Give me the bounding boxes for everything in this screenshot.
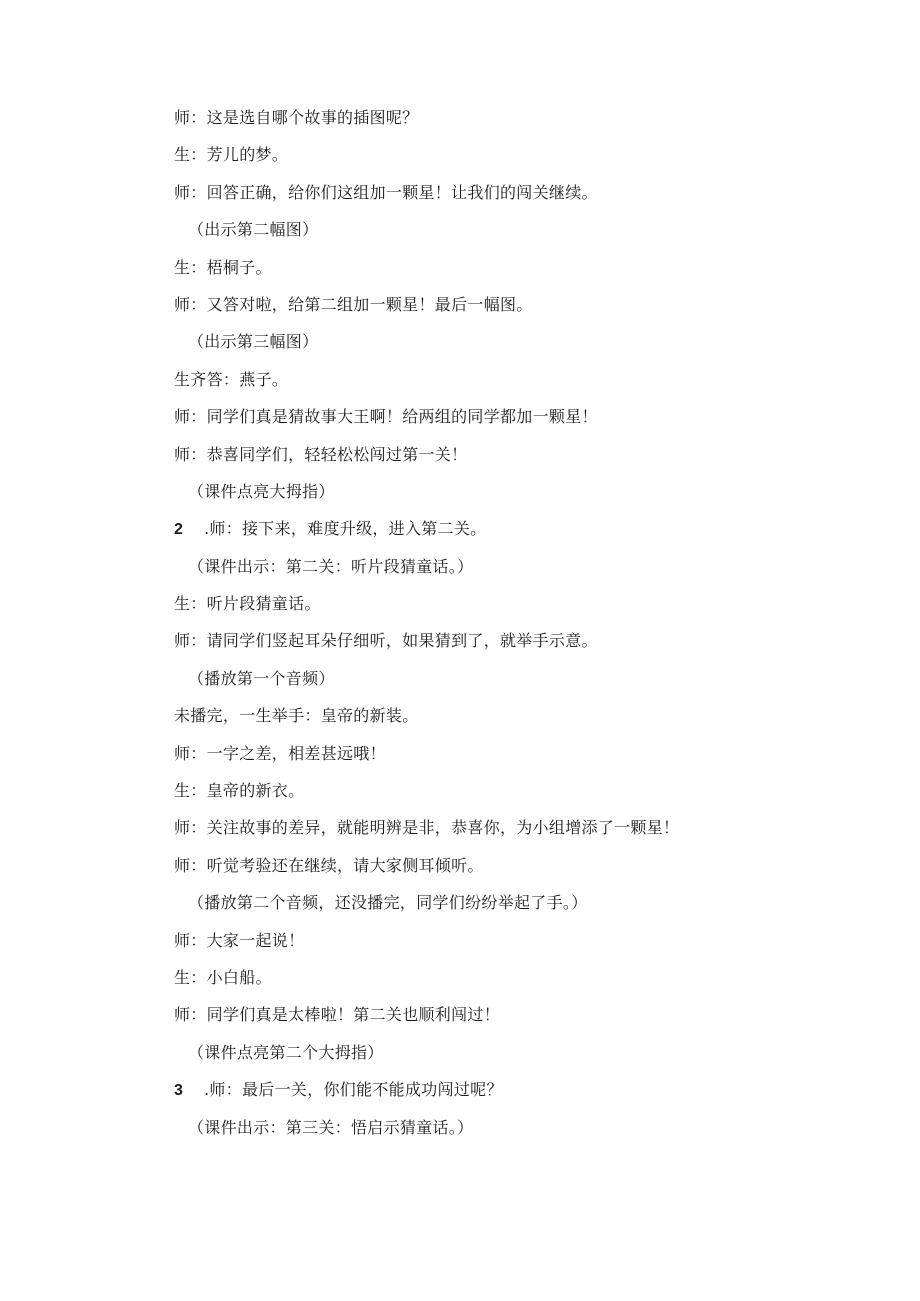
line-text: 师：同学们真是太棒啦！第二关也顺利闯过！ [174,1005,501,1025]
stage-direction-line [174,1039,874,1076]
line-text: 师：听觉考验还在继续，请大家侧耳倾听。 [174,855,484,875]
stage-direction-line [174,665,874,702]
line-text: （课件点亮大拇指） [188,481,335,501]
line-text: （出示第二幅图） [188,220,319,240]
line-text: 师：这是选自哪个故事的插图呢？ [174,108,419,127]
line-text: .师：最后一关，你们能不能成功闯过呢？ [204,1080,503,1100]
line-text: （播放第二个音频，还没播完，同学们纷纷举起了手。） [188,893,588,913]
dialogue-line [174,964,874,1001]
dialogue-line [174,104,874,141]
line-text: 生：芳儿的梦。 [174,145,289,165]
dialogue-line [174,627,874,664]
line-text: .师：接下来，难度升级，进入第二关。 [204,519,487,539]
stage-direction-line [174,478,874,515]
dialogue-line [174,927,874,964]
dialogue-line [174,590,874,627]
line-text: （课件出示：第三关：悟启示猜童话。） [188,1117,474,1137]
section-number: 3 [174,1082,184,1100]
stage-direction-line [174,216,874,253]
section-number: 2 [174,521,184,539]
dialogue-line [174,403,874,440]
dialogue-line [174,1001,874,1038]
dialogue-line [174,852,874,889]
line-text: 师：大家一起说！ [174,930,305,950]
dialogue-line [174,515,874,552]
line-text: 生：小白船。 [174,967,272,987]
line-text: 师：一字之差，相差甚远哦！ [174,743,386,763]
line-text: （播放第一个音频） [188,668,335,688]
line-text: 未播完，一生举手：皇帝的新装。 [174,706,419,726]
dialogue-line [174,1076,874,1113]
stage-direction-line [174,889,874,926]
dialogue-line [174,179,874,216]
line-text: 生：听片段猜童话。 [174,594,321,614]
stage-direction-line [174,328,874,365]
dialogue-line [174,814,874,851]
line-text: 师：关注故事的差异，就能明辨是非，恭喜你，为小组增添了一颗星！ [174,818,680,838]
line-text: （出示第三幅图） [188,332,319,352]
line-text: 生齐答：燕子。 [174,369,289,389]
dialogue-line [174,740,874,777]
line-text: 生：梧桐子。 [174,257,272,277]
line-text: 师：同学们真是猜故事大王啊！给两组的同学都加一颗星！ [174,407,598,427]
dialogue-line [174,291,874,328]
dialogue-line [174,702,874,739]
line-text: 师：请同学们竖起耳朵仔细听，如果猜到了，就举手示意。 [174,631,598,651]
stage-direction-line [174,1114,874,1151]
dialogue-line [174,254,874,291]
line-text: （课件出示：第二关：听片段猜童话。） [188,556,474,576]
line-text: 师：回答正确，给你们这组加一颗星！让我们的闯关继续。 [174,182,598,202]
line-text: 师：又答对啦，给第二组加一颗星！最后一幅图。 [174,294,533,314]
line-text: 师：恭喜同学们，轻轻松松闯过第一关！ [174,444,468,464]
dialogue-line [174,441,874,478]
dialogue-line [174,366,874,403]
dialogue-line [174,777,874,814]
stage-direction-line [174,553,874,590]
dialogue-line [174,141,874,178]
dialogue-transcript [174,104,874,1151]
line-text: （课件点亮第二个大拇指） [188,1042,384,1062]
line-text: 生：皇帝的新衣。 [174,781,305,801]
